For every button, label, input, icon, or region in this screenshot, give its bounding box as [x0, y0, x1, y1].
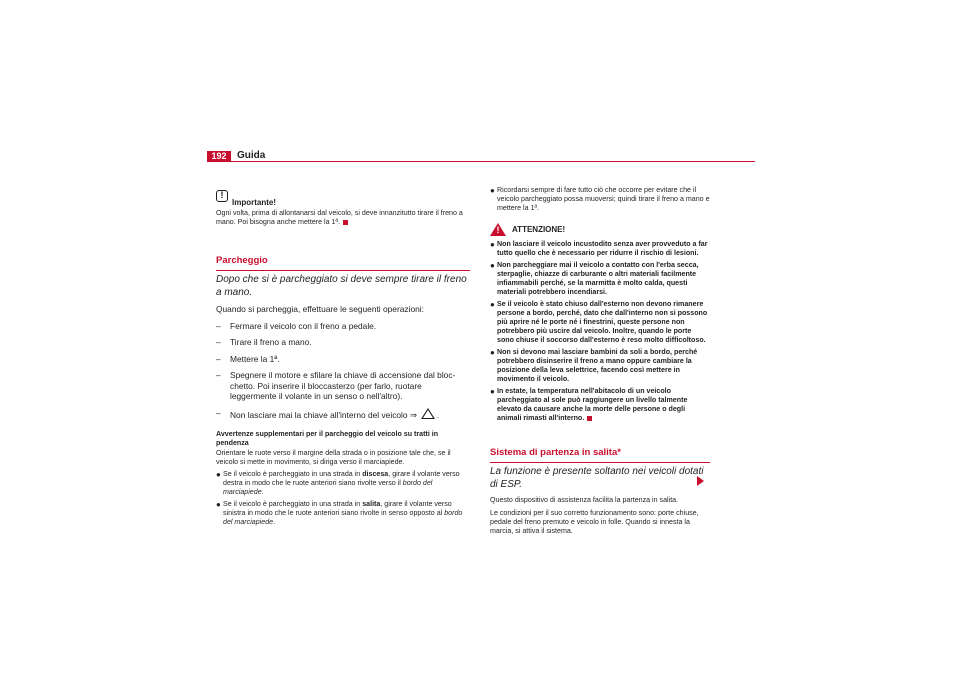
- bullet-icon: ●: [216, 470, 221, 479]
- continue-arrow-icon: [697, 476, 704, 486]
- parking-intro: Quando si parcheggia, effettuare le seguenti operazioni:: [216, 304, 424, 314]
- notes-heading: Avvertenze supplementari per il parcheggio del veicolo su tratti in pendenza: [216, 430, 439, 447]
- list-item: ● Se il veicolo è parcheggiato in una strada in salita, girare il volante verso sinistra in modo che le ruote anteriori siano rivolte in senso opposto al bordo del marciapiede.: [216, 500, 463, 526]
- section-subtitle-hill-start: La funzione è presente soltanto nei veicoli dotati di ESP.: [490, 466, 704, 490]
- step-item: – Spegnere il motore e sfilare la chiave di accensione dal blocchetto. Poi inserire il bloccasterzo (per farlo, ruotare leggermente il volante in un senso o nell'altro).: [216, 370, 456, 401]
- end-marker-icon: [587, 416, 592, 421]
- important-text: Ogni volta, prima di allontanarsi dal veicolo, si deve innanzitutto tirare il freno a mano. Poi bisogna anche mettere la 1ª.: [216, 209, 463, 226]
- step-item: – Non lasciare mai la chiave all'interno del veicolo ⇒ .: [216, 407, 440, 420]
- section-title-parking: Parcheggio: [216, 255, 470, 271]
- bullet-icon: ●: [490, 261, 495, 270]
- notes-intro: Orientare le ruote verso il margine della strada o in posizione tale che, se il veicolo si mette in movimento, si diriga verso il marciapiede.: [216, 449, 451, 466]
- page-title: Guida: [237, 150, 266, 161]
- step-item: – Mettere la 1ª.: [216, 353, 280, 364]
- list-item: ● Se il veicolo è parcheggiato in una strada in discesa, girare il volante verso destra in modo che le ruote anteriori siano rivolte verso il bordo del marciapiede.: [216, 470, 460, 496]
- bullet-icon: ●: [490, 240, 495, 249]
- warning-item: ● Non lasciare il veicolo incustodito senza aver provveduto a far tutto quello che è necessario per ridurre il rischio di lesioni.: [490, 240, 708, 257]
- section-subtitle-parking: Dopo che si è parcheggiato si deve sempre tirare il freno a mano.: [216, 274, 467, 298]
- header-rule: [207, 161, 755, 162]
- list-item: ● Ricordarsi sempre di fare tutto ciò che occorre per evitare che il veicolo parcheggiato possa muoversi; quindi tirare il freno a mano e mettere la 1ª.: [490, 186, 710, 212]
- bullet-icon: ●: [490, 387, 495, 396]
- left-column: [216, 190, 470, 527]
- warning-item: ● Se il veicolo è stato chiuso dall'esterno non devono rimanere persone a bordo, perché, dato che dall'interno non si possono più aprire né le porte né i finestrini, queste persone non potrebbero più uscire dal veicolo. Inoltre, quando le porte sono chiuse il soccorso dall'esterno è reso molto difficoltoso.: [490, 300, 708, 344]
- bullet-icon: ●: [216, 500, 221, 509]
- page-number: 192: [207, 151, 231, 162]
- warning-item: ● Non parcheggiare mai il veicolo a contatto con l'erba secca, sterpaglie, chiazze di carburante o altri materiali facilmente infiammabili perché, se la marmitta è molto calda, questi materiali potrebbero incendiarsi.: [490, 261, 699, 296]
- warning-title: ATTENZIONE!: [512, 225, 566, 234]
- warning-triangle-icon: [421, 408, 435, 419]
- bullet-icon: ●: [490, 348, 495, 357]
- bullet-icon: ●: [490, 300, 495, 309]
- step-item: – Fermare il veicolo con il freno a pedale.: [216, 320, 377, 331]
- bullet-icon: ●: [490, 186, 495, 195]
- end-marker-icon: [343, 220, 348, 225]
- step-item: – Tirare il freno a mano.: [216, 337, 312, 347]
- section-title-hill-start: Sistema di partenza in salita*: [490, 447, 710, 463]
- warning-box: [490, 223, 710, 423]
- important-icon: !: [216, 190, 228, 202]
- hill-paragraph-1: Questo dispositivo di assistenza facilita la partenza in salita.: [490, 496, 679, 504]
- important-title: Importante!: [232, 198, 276, 207]
- warning-header: [490, 223, 710, 236]
- warning-item: ● In estate, la temperatura nell'abitacolo di un veicolo parcheggiato al sole può raggiungere un livello talmente elevato da causare anche la morte delle persone o degli animali rimasti all'interno.: [490, 387, 688, 422]
- right-column: [490, 186, 710, 536]
- important-header: [216, 190, 470, 207]
- hill-paragraph-2: Le condizioni per il suo corretto funzionamento sono: porte chiuse, pedale del freno premuto e veicolo in folle. Quando si innesta la marcia, si attiva il sistema.: [490, 509, 699, 535]
- warning-item: ● Non si devono mai lasciare bambini da soli a bordo, perché potrebbero disinserire il freno a mano oppure cambiare la posizione della leva selettrice, facendo così mettere in movimento il veicolo.: [490, 348, 698, 383]
- warning-icon: !: [490, 223, 506, 236]
